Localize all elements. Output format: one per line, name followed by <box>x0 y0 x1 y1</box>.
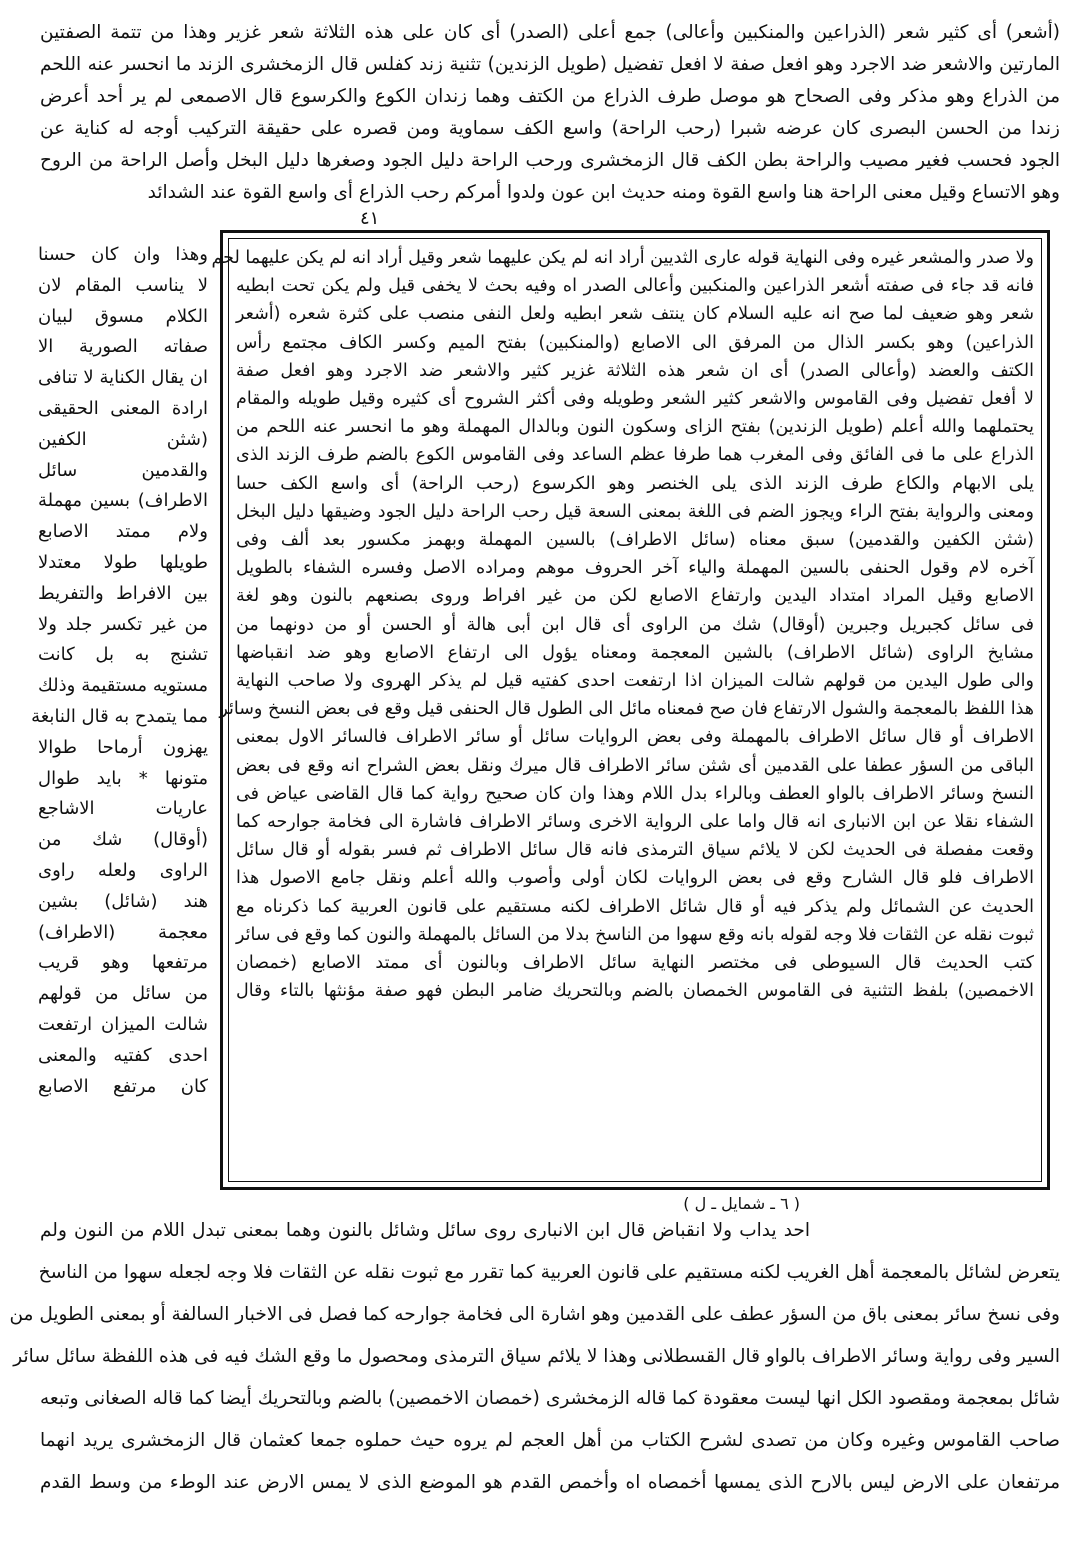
main-line: آخره لام وقول الحنفى بالسين المهملة والياء آخر الحروف موهم ومراده الاصل وفسره الشفاء بالطويل <box>236 558 1034 579</box>
page-number: ٤١ <box>360 208 380 229</box>
side-line: معجمة (الاطراف) <box>38 921 208 943</box>
bottom-line: شائل بمعجمة ومقصود الكل انها ليست معقودة كما قاله الزمخشرى (خمصان الاخمصين) بالضم وبالتحريك أيضا كما قاله الصغانى وتبعه <box>40 1388 1060 1409</box>
main-line: الشفاء نقلا عن ابن الانبارى انه قال واما على الرواية الاخرى وسائر الاطراف فاشارة الى فخامة جوارحه كما <box>236 812 1034 832</box>
side-line: والقدمين سائل <box>38 459 208 481</box>
side-line: الراوى ولعله راوى <box>38 860 208 881</box>
top-line: المارتين والاشعر ضد الاجرد وهو افعل صفة لا افعل تفضيل (طويل الزندين) تثنية زند كفلس قال الزمخشرى الزند ما انحسر عنه اللحم <box>40 54 1060 75</box>
side-line: مرتفعها وهو قريب <box>38 952 208 974</box>
bottom-line: احد يداب ولا انقباض قال ابن الانبارى روى سائل وشائل بالنون وهما بمعنى تبدل اللام من النون ولم <box>40 1220 810 1241</box>
main-line: الكتف والعضد (وأعالى الصدر) أى ان شعر هذه الثلاثة غزير كثير والاشعر ضد الاجرد وهو افعل صفة <box>236 360 1034 381</box>
main-line: الاطراف أو قال سائل الاطراف بالمهملة وفى بعض الروايات سائل أو سائر الاطراف فالسائر الاول بمعنى <box>236 727 1034 748</box>
side-line: الكلام مسوق لبيان <box>38 305 208 327</box>
side-line: (أوقال) شك من <box>38 829 208 851</box>
side-line: ارادة المعنى الحقيقى <box>38 398 208 419</box>
top-line: الجود فحسب فغير مصيب والراحة بطن الكف قال الزمخشرى ورحب الراحة دليل الجود وصغرها دليل البخل وأصل الراحة من الروح <box>40 150 1060 171</box>
side-line: ان يقال الكناية لا تنافى <box>38 367 208 389</box>
side-line: من غير تكسر جلد ولا <box>38 613 208 635</box>
main-line: (شثن الكفين والقدمين) سبق معناه (سائل الاطراف) بالسين المهملة وبهمز مكسور بعد ألف وفى <box>236 530 1034 550</box>
main-line: الاطراف فلو قال الشارح وقع فى بعض الروايات لكان أولى وأصوب والله أعلم ونقل جامع الاصول هذا <box>236 868 1034 889</box>
main-line: النسخ وسائر الاطراف بالواو العطف وبالراء بدل اللام وهذا وان كان صحيح رواية كما قال القاضى عياض فى <box>236 783 1034 804</box>
top-line: (أشعر) أى كثير شعر (الذراعين والمنكبين وأعالى) جمع أعلى (الصدر) أى كان على هذه الثلاثة شعر غزير وهذا من تتمة الصفتين <box>40 22 1060 43</box>
main-line: وقعت مفصلة فى الحديث لكن لا يلائم سياق الترمذى فانه قال سائل الاطراف ثم فسر بقوله أو قال سائل <box>236 840 1034 861</box>
side-line: صفاته الصورية الا <box>38 336 208 358</box>
main-line: الحديث عن الشمائل ولم يذكر فيه أو قال شائل الاطراف لكنه مستقيم على قانون العربية كما ذكرناه مع <box>236 896 1034 917</box>
main-line: كتب الحديث قال السيوطى فى مختصر النهاية سائل الاطراف وبالنون أى ممتد الاصابع (خمصان <box>236 953 1034 973</box>
main-line: الذراعين) وهو بكسر الذال من المرفق الى الاصابع (والمنكبين) بفتح الميم وكسر الكاف مجتمع رأس <box>236 332 1034 353</box>
side-line: (شثن الكفين <box>38 428 208 450</box>
main-line: فانه قد جاء فى صفته أشعر الذراعين والمنكبين وأعالى الصدر اه وفيه بحث لا يخفى قيل ولم يكن تحت ابطيه <box>236 276 1034 297</box>
side-line: لا يناسب المقام لان <box>38 274 208 296</box>
main-line: ولا صدر والمشعر غيره وفى النهاية قوله عارى الثديين أراد انه لم يكن عليهما شعر وقيل أراد انه لم يكن عليهما لحم <box>211 248 1034 268</box>
bottom-line: يتعرض لشائل بالمعجمة أهل الغريب لكنه مستقيم على قانون العربية كما تقرر مع ثبوت نقله عن الثقات فلا وجه لجعله سهوا من الناسخ <box>38 1262 1060 1283</box>
main-line: لا أفعل تفضيل وفى القاموس والاشعر كثير الشعر وطويله وفى أكثر الشروح أى كثيره وقيل طويله والمقام <box>236 389 1034 409</box>
side-line: مستويه مستقيمة وذلك <box>38 675 208 697</box>
side-line: بين الافراط والتفريط <box>38 582 208 604</box>
main-line: شعر وهو ضعيف لما صح انه عليه السلام كان ينتف شعر ابطيه ولعل النفى منصب على كثرة شعره (أشعر <box>236 304 1034 325</box>
bottom-line: السير وفى رواية وسائر الاطراف بالواو قال القسطلانى وهذا لا يلائم سياق الترمذى ومحصول ما وقع الشك فيه فى هذه اللفظة سائل سائر <box>13 1346 1060 1367</box>
side-line: احدى كفتيه والمعنى <box>38 1044 208 1066</box>
main-line: ثبوت نقله عن الثقات فلا وجه لقوله بانه وقع سهوا من الناسخ بدلا من السائل بالمهملة والنون كما وقع فى سائر <box>236 924 1034 945</box>
main-line: يلى الابهام والكاع طرف الزند الذى يلى الخنصر وهو الكرسوع (رحب الراحة) أى واسع الكف حسا <box>236 473 1034 494</box>
main-line: الباقى من السؤر عطفا على القدمين أى شثن سائر الاطراف قال ميرك ونقل بعض الشراح انه وقع فى بعض <box>236 755 1034 776</box>
side-line: طويلها طولا معتدلا <box>38 552 208 573</box>
side-line: كان مرتفع الاصابع <box>38 1075 208 1097</box>
side-line: يهزون أرماحا طوالا <box>38 736 208 758</box>
side-line: عاريات الاشاجع <box>38 798 208 820</box>
top-line: زندا من الحسن البصرى كان عرضه شبرا (رحب الراحة) واسع الكف سماوية ومن قصره على حقيقة التركيب أوجه له كناية عن <box>40 118 1060 139</box>
side-line: وهذا وان كان حسنا <box>38 244 208 265</box>
top-line: من الذراع وهو مذكر وفى الصحاح هو موصل طرف الذراع من الكتف وهما زندان الكوع والكرسوع قال الاصمعى لم ير أحد أعرض <box>40 86 1060 107</box>
side-line: متونها * بايد طوال <box>38 767 208 789</box>
main-line: الذراع على ما فى الفائق وفى المغرب هما طرفا عظم الساعد وفى القاموس الكوع بالضم طرف الزند الذى <box>236 445 1034 466</box>
side-line: شالت الميزان ارتفعت <box>38 1014 208 1035</box>
main-line: ومعنى والرواية بفتح الراء ويجوز الضم فى اللغة بمعنى السعة قيل رحب الراحة دليل الجود وضيقها دليل البخل <box>236 501 1034 522</box>
top-line: وهو الاتساع وقيل معنى الراحة هنا واسع القوة ومنه حديث ابن عون ولدوا أمركم رحب الذراع أى واسع القوة عند الشدائد <box>147 182 1060 203</box>
side-line: هند (شائل) بشين <box>38 890 208 912</box>
side-line: الاطراف) بسين مهملة <box>38 490 208 512</box>
main-line: الاصابع وقيل المراد امتداد اليدين وارتفاع الاصابع لكن من غير افراط وروى بصنعهم بالنون وهو لغة <box>236 586 1034 607</box>
side-line: مما يتمدح به قال النابغة <box>31 706 208 727</box>
main-line: يحتملهما والله أعلم (طويل الزندين) بفتح الزاى وسكون النون وبالدال المهملة وهو ما انحسر عنه اللحم من <box>236 417 1034 438</box>
main-line: هذا اللفظ بالمعجمة والشول الارتفاع فان صح فمعناه مائل الى الطول قال الحنفى قيل وقع فى بعض النسخ وسائر <box>219 699 1034 720</box>
main-line: مشايخ الراوى (شائل الاطراف) بالشين المعجمة ومعناه يؤول الى ارتفاع الاصابع وهو ضد انقباضها <box>236 642 1034 663</box>
side-line: من سائل من قولهم <box>38 983 208 1005</box>
main-line: والى طول اليدين من قولهم شالت الميزان اذا ارتفعت احدى كفتيه قيل لم يذكر الهروى ولا صاحب النهاية <box>236 671 1034 691</box>
side-line: تشنج به بل كانت <box>38 644 208 666</box>
bottom-line: وفى نسخ سائر بمعنى باق من السؤر عطف على القدمين وهو اشارة الى فخامة جوارحه كما فصل فى الاخبار السالفة أو بمعنى الطويل من <box>9 1304 1060 1325</box>
bottom-line: صاحب القاموس وغيره وكان من تصدى لشرح الكتاب من أهل العجم لم يروه حيث حملوه جمعا كعثمان قال الزمخشرى يريد انهما <box>40 1430 1060 1451</box>
main-line: فى سائل كجبريل وجبرين (أوقال) شك من الراوى أى قال ابن أبى هالة أو الحسن أو من دونهما من <box>236 614 1034 635</box>
signature-mark: ( ٦ ـ شمايل ـ ل ) <box>683 1194 800 1213</box>
bottom-line: مرتفعان على الارض ليس بالارح الذى يمسها أخمصاه اه وأخمص القدم هو الموضع الذى لا يمس الارض عند الوطء من وسط القدم <box>40 1472 1060 1493</box>
main-line: الاخمصين) بلفظ التثنية فى القاموس الخمصان بالضم وبالتحريك ضامر البطن فهو صفة مؤنثها بالتاء وقال <box>236 981 1034 1002</box>
side-line: ولام ممتد الاصابع <box>38 521 208 543</box>
